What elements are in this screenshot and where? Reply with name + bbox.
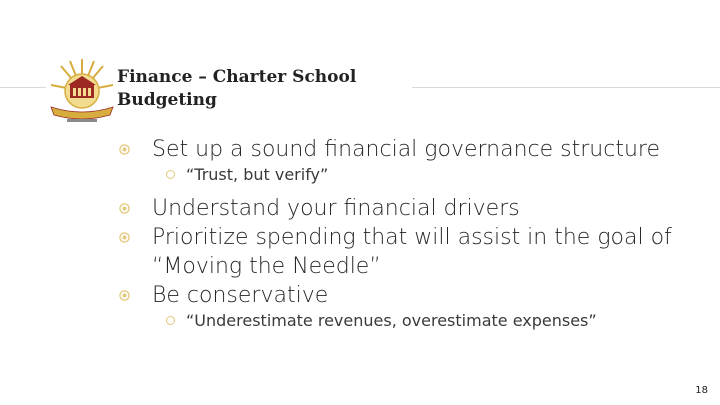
sub-bullet-text: “Trust, but verify” (186, 165, 329, 184)
sub-bullet-text: “Underestimate revenues, overestimate expenses” (186, 311, 597, 330)
target-bullet-icon (119, 232, 130, 243)
hollow-circle-icon (166, 316, 175, 325)
bullet-item (119, 223, 699, 281)
sub-bullet-item (119, 310, 699, 332)
slide-title-line-1: Finance – Charter School (117, 67, 357, 87)
bullet-text: Set up a sound financial governance structure (152, 137, 660, 162)
bullet-item (119, 135, 699, 164)
school-seal-logo (47, 55, 117, 127)
slide-title (117, 66, 407, 112)
target-bullet-icon (119, 144, 130, 155)
bullet-text: Be conservative (152, 283, 329, 308)
sub-bullet-item (119, 164, 699, 186)
target-bullet-icon (119, 290, 130, 301)
page-number: 18 (695, 385, 708, 396)
target-bullet-icon (119, 203, 130, 214)
hollow-circle-icon (166, 170, 175, 179)
bullet-text: Understand your financial drivers (152, 196, 520, 221)
slide-title-line-2: Budgeting (117, 90, 217, 110)
bullet-item (119, 194, 699, 223)
header-rule-left (0, 87, 46, 88)
bullet-list (119, 135, 699, 332)
school-seal-logo-graphic (47, 55, 117, 127)
header-rule-right (412, 87, 720, 88)
bullet-text: Prioritize spending that will assist in the goal of (152, 225, 672, 250)
bullet-text-continued: “Moving the Needle” (152, 254, 381, 279)
bullet-item (119, 281, 699, 310)
